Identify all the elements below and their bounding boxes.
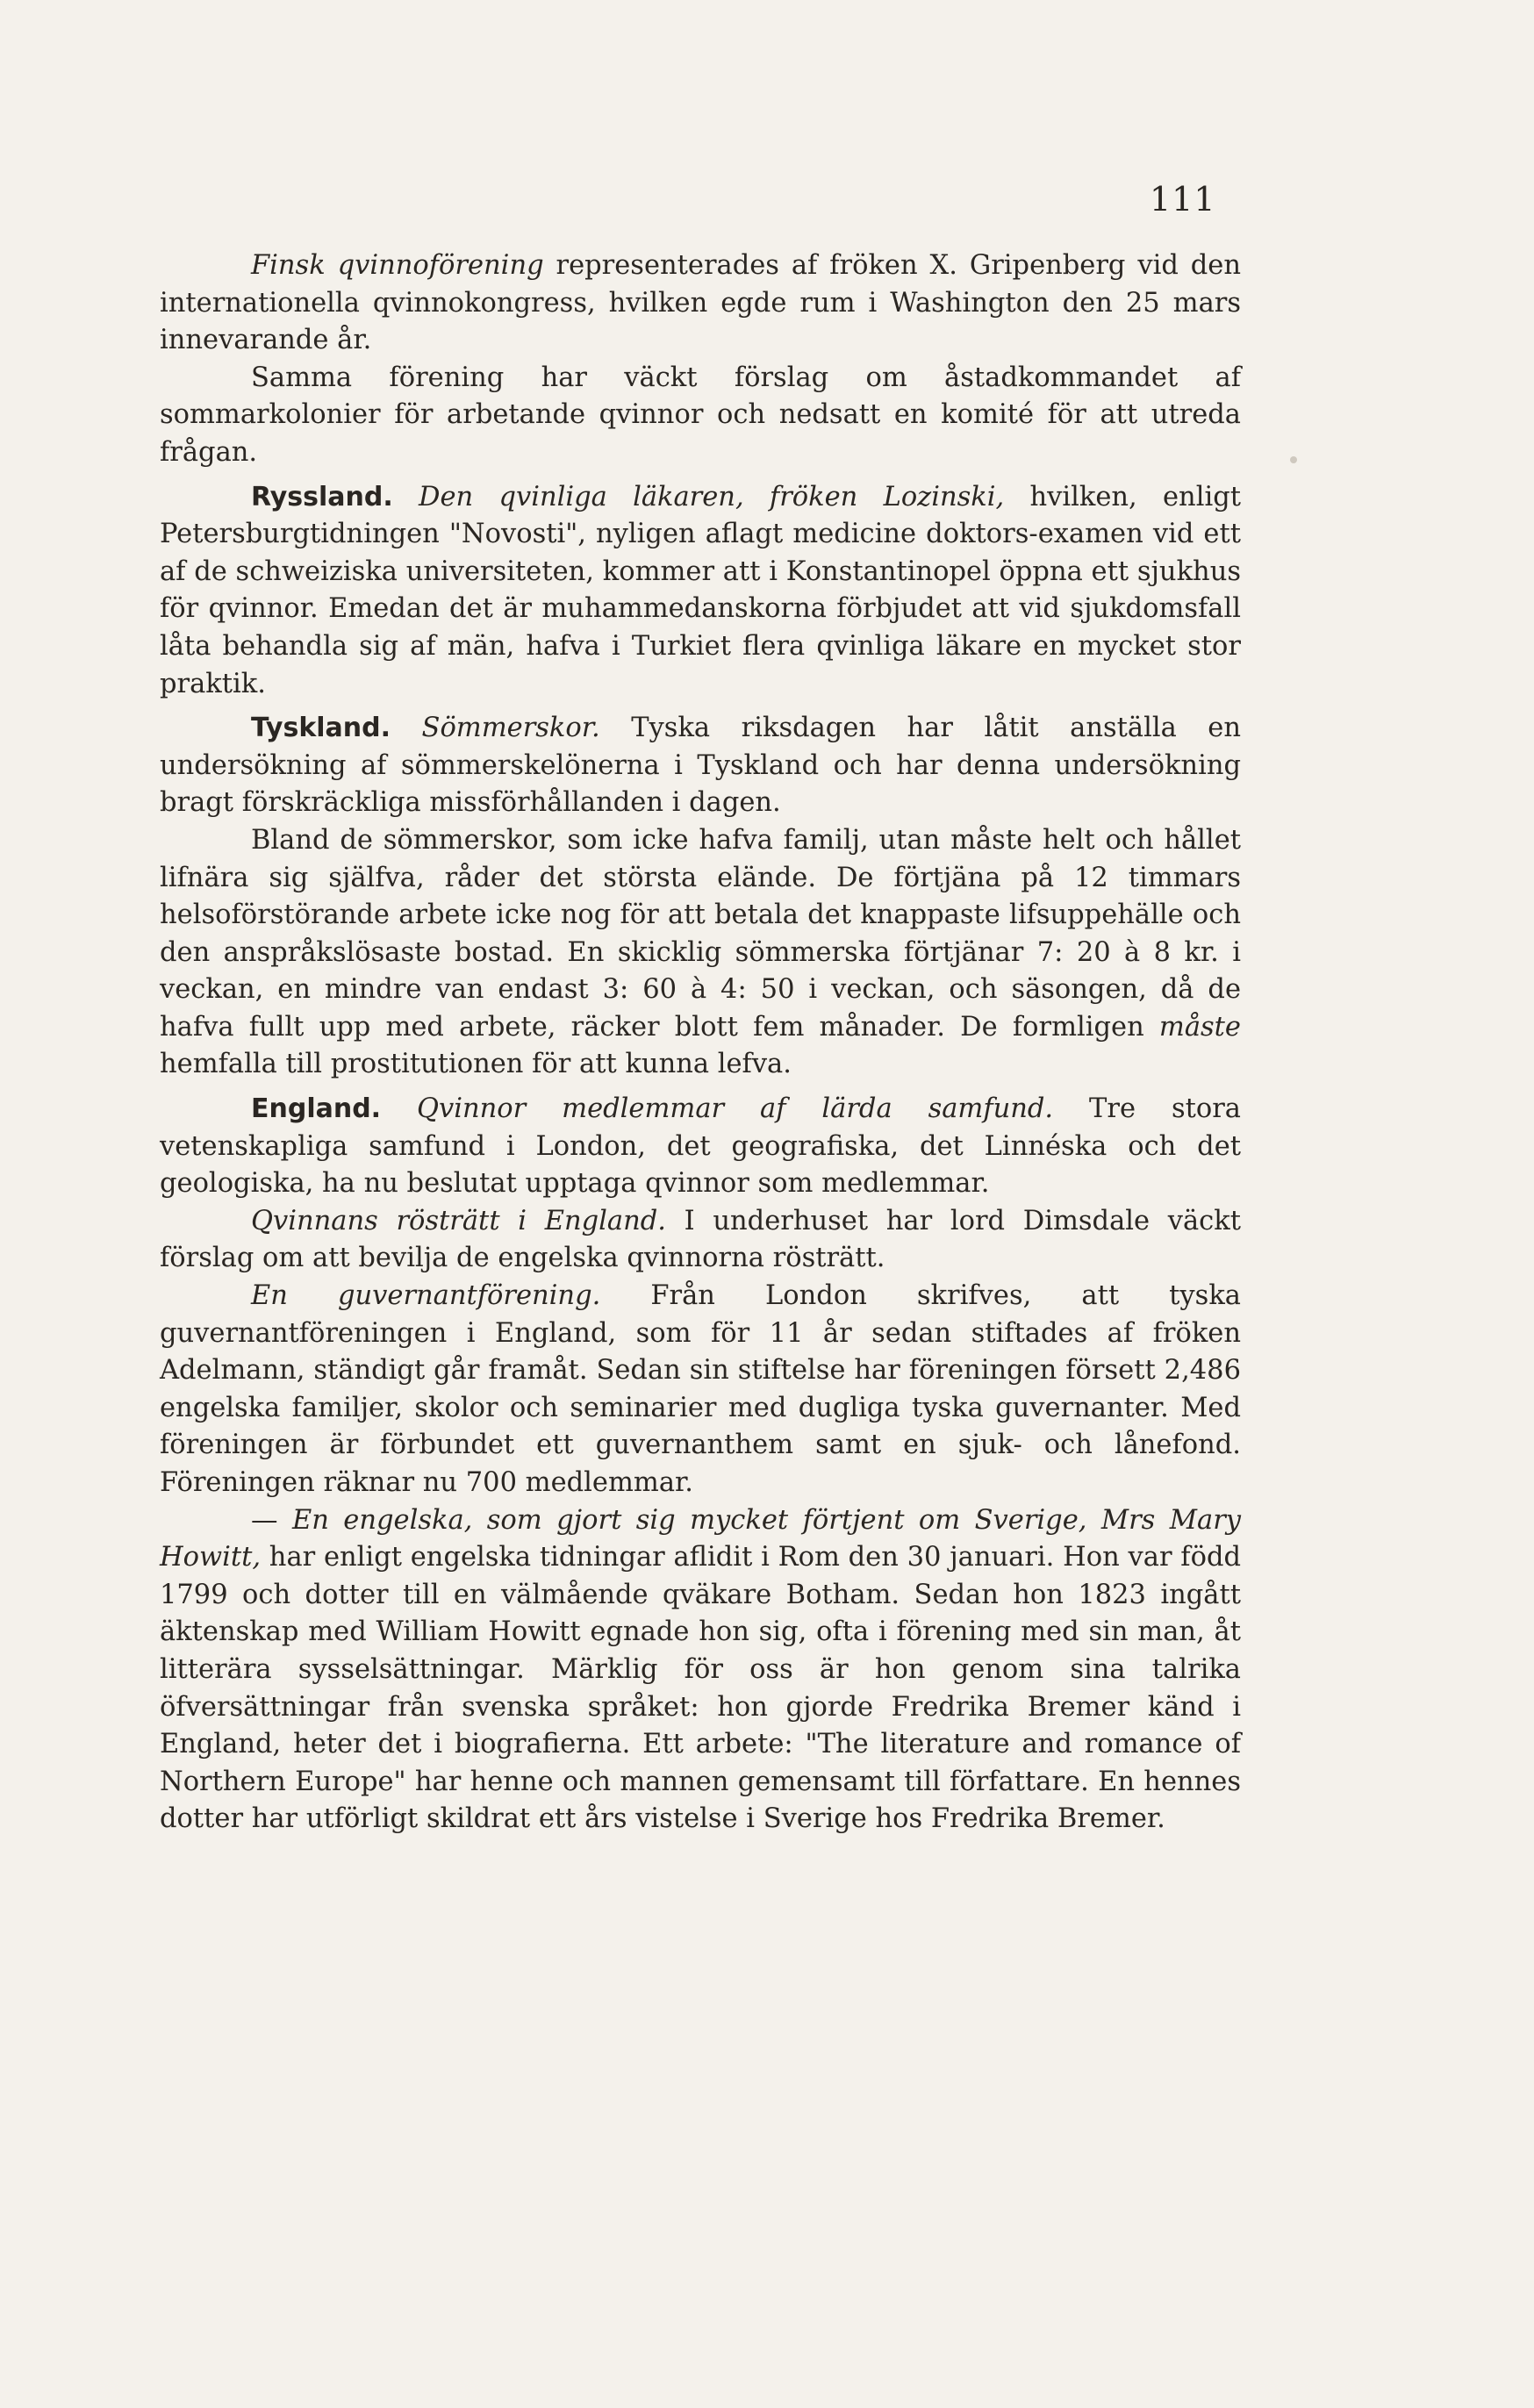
italic-phrase: Den qvinliga läkaren, fröken Lozinski, bbox=[419, 481, 1005, 512]
paragraph-tyskland bbox=[160, 710, 1241, 822]
paragraph-text: Bland de sömmerskor, som icke hafva familj, utan måste helt och hållet lifnära sig själfva, råder det största elände. De förtjäna på 12 timmars helsoförstörande arbete icke nog för att betala det knappaste lifsuppehälle och den anspråkslösaste bostad. En skicklig sömmerska förtjänar 7: 20 à 8 kr. i veckan, en mindre van endast 3: 60 à 4: 50 i veckan, och säsongen, då de hafva fullt upp med arbete, räcker blott fem månader. De formligen bbox=[160, 824, 1241, 1043]
section-heading-tyskland: Tyskland. bbox=[251, 713, 391, 744]
paragraph-text: Tyska riksdagen har låtit anställa en undersökning af sömmerskelönerna i Tyskland och har denna undersökning bragt förskräckliga missförhållanden i dagen. bbox=[160, 713, 1241, 819]
paragraph-text: Samma förening har väckt förslag om åstadkommandet af sommarkolonier för arbetande qvinnor och nedsatt en komité för att utreda frågan. bbox=[160, 362, 1241, 468]
italic-phrase: Qvinnor medlemmar af lärda samfund. bbox=[417, 1093, 1054, 1125]
italic-phrase: Sömmerskor. bbox=[421, 713, 600, 744]
paragraph-england bbox=[160, 1091, 1241, 1203]
italic-phrase: En engelska, som gjort sig mycket förtjent om Sverige, Mrs Mary Howitt, bbox=[160, 1504, 1242, 1573]
paragraph-text: representerades af fröken X. Gripenberg vid den internationella qvinnokongress, hvilken egde rum i Washington den 25 mars innevarande år. bbox=[160, 250, 1241, 356]
paragraph-ryssland bbox=[160, 479, 1241, 704]
paragraph-text: hvilken, enligt Petersburgtidningen "Novosti", nyligen aflagt medicine doktors-examen vid ett af de schweiziska universiteten, kommer att i Konstantinopel öppna ett sjukhus för qvinnor. Emedan det är muhammedanskorna förbjudet att vid sjukdomsfall låta behandla sig af män, hafva i Turkiet flera qvinliga läkare en mycket stor praktik. bbox=[160, 481, 1241, 699]
body-text bbox=[160, 247, 1241, 1838]
paragraph-samma bbox=[160, 360, 1241, 472]
section-heading-england: England. bbox=[251, 1093, 382, 1125]
paragraph-guvernant bbox=[160, 1278, 1241, 1502]
italic-phrase: Qvinnans rösträtt i England. bbox=[251, 1205, 666, 1236]
paragraph-text: hemfalla till prostitutionen för att kunna lefva. bbox=[160, 1049, 792, 1080]
paragraph-rostratt bbox=[160, 1203, 1241, 1278]
italic-phrase: måste bbox=[1158, 1011, 1241, 1043]
paragraph-sommerskor bbox=[160, 822, 1241, 1084]
italic-phrase: Finsk qvinnoförening bbox=[251, 250, 544, 281]
paragraph-text: I underhuset har lord Dimsdale väckt förslag om att bevilja de engelska qvinnorna rösträtt. bbox=[160, 1205, 1241, 1274]
em-dash: — bbox=[251, 1504, 292, 1536]
paper-stain bbox=[1290, 456, 1297, 463]
paragraph-text: Tre stora vetenskapliga samfund i London, det geografiska, det Linnéska och det geologiska, ha nu beslutat upptaga qvinnor som medlemmar. bbox=[160, 1093, 1241, 1200]
page-number: 111 bbox=[1150, 180, 1216, 219]
paragraph-finsk bbox=[160, 247, 1241, 360]
section-heading-ryssland: Ryssland. bbox=[251, 481, 393, 512]
paragraph-text: har enligt engelska tidningar aflidit i Rom den 30 januari. Hon var född 1799 och dotter till en välmående qväkare Botham. Sedan hon 1823 ingått äktenskap med William Howitt egnade hon sig, ofta i förening med sin man, åt litterära sysselsättningar. Märklig för oss är hon genom sina talrika öfversättningar från svenska språket: hon gjorde Fredrika Bremer känd i England, heter det i biografierna. Ett arbete: "The literature and romance of Northern Europe" har henne och mannen gemensamt till författare. En hennes dotter har utförligt skildrat ett års vistelse i Sverige hos Fredrika Bremer. bbox=[160, 1542, 1241, 1835]
italic-phrase: En guvernantförening. bbox=[251, 1280, 601, 1312]
paragraph-howitt bbox=[160, 1502, 1241, 1838]
paragraph-text: Från London skrifves, att tyska guvernantföreningen i England, som för 11 år sedan stiftades af fröken Adelmann, ständigt går framåt. Sedan sin stiftelse har föreningen försett 2,486 engelska familjer, skolor och seminarier med dugliga tyska guvernanter. Med föreningen är förbundet ett guvernanthem samt en sjuk- och lånefond. Föreningen räknar nu 700 medlemmar. bbox=[160, 1280, 1241, 1498]
